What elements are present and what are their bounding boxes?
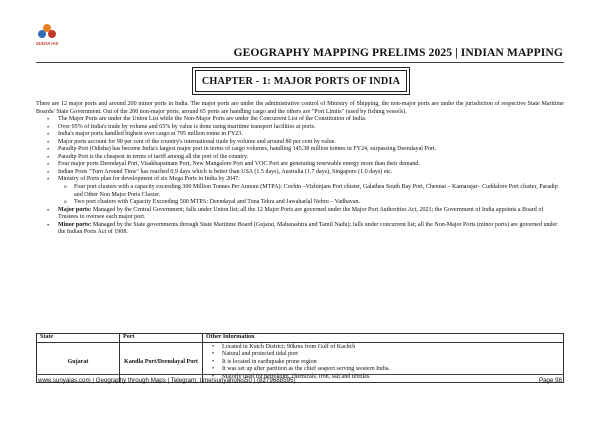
bullet-item: • Major ports account for 90 per cent of the country's international trade by volume and around 80 per cent by value. xyxy=(58,139,564,147)
major-ports-label: Major ports: xyxy=(58,206,92,213)
info-item: • Located in Kutch District; 90kms from Gulf of Kachch xyxy=(222,344,560,352)
footer-divider xyxy=(36,374,564,375)
table-header-info: Other Information xyxy=(203,334,564,343)
bullet-item: • Four major ports Deendayal Port, Visakhapatnam Port, New Mangalore Port and VOC Port are generating renewable energy more than their demand. xyxy=(58,161,564,169)
sub-bullet-item: o Four port clusters with a capacity exceeding 300 Million Tonnes Per Annum (MTPA): Cochin –Vizhinjam Port cluster, Galathea South Bay Port, Chennai – Kamarajar– Cuddalore Port cluster, Paradip and Other Non Major Ports Cluster. xyxy=(74,184,564,199)
table-cell-port: Kandla Port/Deendayal Port xyxy=(120,342,203,383)
mega-ports-intro: Ministry of Ports plan for development of six Mega Ports in India by 2047: xyxy=(58,176,240,183)
chapter-title-box xyxy=(195,70,407,92)
table-header-row xyxy=(37,334,564,343)
info-item: • It is located in earthquake prone region xyxy=(222,359,560,367)
intro-paragraph: There are 12 major ports and around 200 minor ports in India. The major ports are under the administrative control of Ministry of Shipping, the non-major ports are under the jurisdiction of respective State Maritime Boards/ State Government. Out of the 200 non-major ports, around 65 ports are handling cargo and the others are "Port Limits" (used by fishing vessels). xyxy=(36,101,564,115)
bullet-item: • Over 95% of India's trade by volume and 65% by value is done using maritime transport facilities at ports. xyxy=(58,124,564,132)
info-item: • Majorly used for petroleum, chemicals, iron, salt and textiles. xyxy=(222,374,560,382)
footer-text: www.sunyaias.com | Geography through Maps | Telegram: t.me/sunyanotes50 | (8279688595) xyxy=(38,377,296,384)
sub-bullet-list xyxy=(58,184,564,207)
table-header-port: Port xyxy=(120,334,203,343)
minor-ports-label: Minor ports: xyxy=(58,221,92,228)
major-ports-item xyxy=(58,207,564,222)
info-item: • Natural and protected tidal port xyxy=(222,351,560,359)
table-header-state: State xyxy=(37,334,120,343)
page-number: Page 98 xyxy=(538,377,562,384)
bullet-list xyxy=(36,116,564,237)
ports-table xyxy=(36,333,564,383)
sub-bullet-item: o Two port clusters with Capacity Exceeding 500 MTPA: Deendayal and Tuna Tekra and Jawaharlal Nehru – Vadhavan. xyxy=(74,199,564,207)
table-cell-state: Gujarat xyxy=(37,342,120,383)
bullet-item: • Paradip Port is the cheapest in terms of tariff among all the port of the country. xyxy=(58,154,564,162)
header-divider xyxy=(36,62,564,63)
minor-ports-item xyxy=(58,222,564,237)
bullet-item: • Indian Ports "Turn Around Time" has reached 0.9 days which is better than USA (1.5 days), Australia (1.7 days), Singapore (1.0 days) etc. xyxy=(58,169,564,177)
bullet-item: • Paradip Port (Odisha) has become India's largest major port in terms of cargo volumes, handling 145.38 million tonnes in FY24, surpassing Deendayal Port. xyxy=(58,146,564,154)
main-content xyxy=(36,101,564,237)
major-ports-text: Managed by the Central Government; falls under Union list; all the 12 Major Ports are governed under the Major Port Authorities Act, 2021; the Government of India appoints a Board of Trustees to oversee each major port. xyxy=(58,206,544,221)
bullet-item: • The Major Ports are under the Union List while the Non-Major Ports are under the Concurrent List of the Constitution of India. xyxy=(58,116,564,124)
logo-text: SUNYA IAS xyxy=(36,41,59,46)
logo-icon xyxy=(38,24,56,40)
sunya-ias-logo xyxy=(36,24,58,46)
page-header-title: GEOGRAPHY MAPPING PRELIMS 2025 | INDIAN MAPPING xyxy=(233,46,563,59)
minor-ports-text: Managed by the State governments through State Maritime Board (Gujarat, Maharashtra and Tamil Nadu); falls under concurrent list; all the Non-Major Ports (minor ports) are governed under the Indian Ports Act of 1908. xyxy=(58,221,558,236)
bullet-item: • India's major ports handled highest ever cargo at 795 million tonne in FY23. xyxy=(58,131,564,139)
bullet-item xyxy=(58,176,564,206)
chapter-title: CHAPTER - 1: MAJOR PORTS OF INDIA xyxy=(201,75,401,87)
info-item: • It was set up after partition as the chief seaport serving western India. xyxy=(222,366,560,374)
